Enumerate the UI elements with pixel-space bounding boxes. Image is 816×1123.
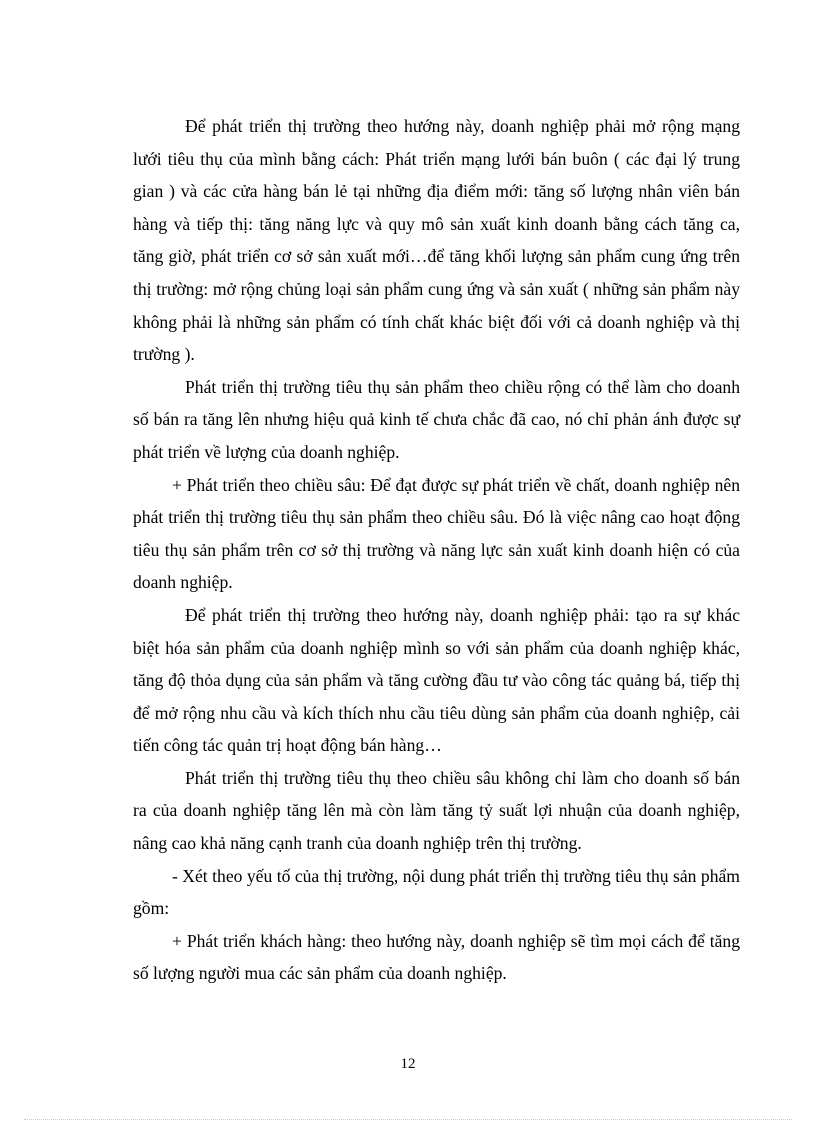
paragraph: Phát triển thị trường tiêu thụ theo chiều sâu không chỉ làm cho doanh số bán ra của doanh nghiệp tăng lên mà còn làm tăng tỷ suất lợi nhuận của doanh nghiệp, nâng cao khả năng cạnh tranh của doanh nghiệp trên thị trường. <box>133 767 740 854</box>
page-bottom-border <box>24 1119 792 1120</box>
paragraph: + Phát triển khách hàng: theo hướng này, doanh nghiệp sẽ tìm mọi cách để tăng số lượng người mua các sản phẩm của doanh nghiệp. <box>133 930 740 984</box>
page-number: 12 <box>400 1056 416 1072</box>
paragraph: + Phát triển theo chiều sâu: Để đạt được sự phát triển về chất, doanh nghiệp nên phát triển thị trường tiêu thụ sản phẩm theo chiều sâu. Đó là việc nâng cao hoạt động tiêu thụ sản phẩm trên cơ sở thị trường và năng lực sản xuất kinh doanh hiện có của doanh nghiệp. <box>133 474 740 593</box>
paragraph: Để phát triển thị trường theo hướng này, doanh nghiệp phải mở rộng mạng lưới tiêu thụ của mình bằng cách: Phát triển mạng lưới bán buôn ( các đại lý trung gian ) và các cửa hàng bán lẻ tại những địa điểm mới: tăng số lượng nhân viên bán hàng và tiếp thị: tăng năng lực và quy mô sản xuất kinh doanh bằng cách tăng ca, tăng giờ, phát triển cơ sở sản xuất mới…để tăng khối lượng sản phẩm cung ứng trên thị trường: mở rộng chủng loại sản phẩm cung ứng và sản xuất ( những sản phẩm này không phải là những sản phẩm có tính chất khác biệt đối với cả doanh nghiệp và thị trường ). <box>133 116 740 365</box>
document-body <box>133 110 740 990</box>
paragraph: Để phát triển thị trường theo hướng này, doanh nghiệp phải: tạo ra sự khác biệt hóa sản phẩm của doanh nghiệp mình so với sản phẩm của doanh nghiệp khác, tăng độ thỏa dụng của sản phẩm và tăng cường đầu tư vào công tác quảng bá, tiếp thị để mở rộng nhu cầu và kích thích nhu cầu tiêu dùng sản phẩm của doanh nghiệp, cải tiến công tác quản trị hoạt động bán hàng… <box>133 604 740 756</box>
paragraph: Phát triển thị trường tiêu thụ sản phẩm theo chiều rộng có thể làm cho doanh số bán ra tăng lên nhưng hiệu quả kinh tế chưa chắc đã cao, nó chỉ phản ánh được sự phát triển về lượng của doanh nghiệp. <box>133 376 740 462</box>
paragraph: - Xét theo yếu tố của thị trường, nội dung phát triển thị trường tiêu thụ sản phẩm gồm: <box>133 865 740 919</box>
